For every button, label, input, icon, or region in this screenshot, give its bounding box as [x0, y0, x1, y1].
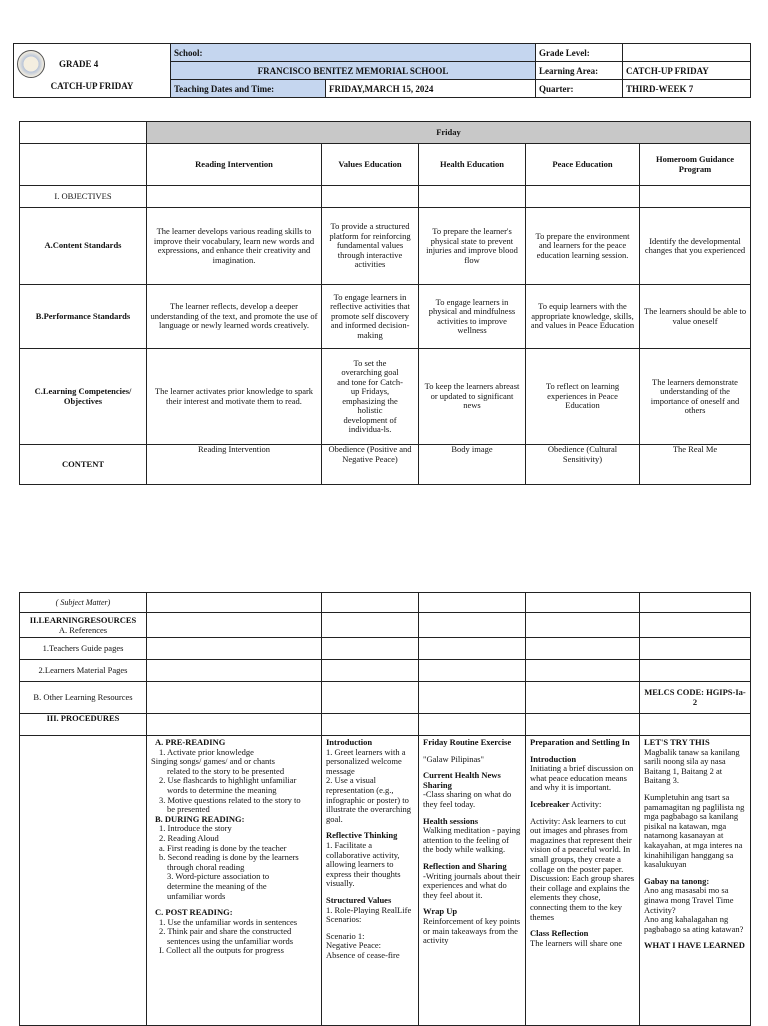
- quarter-value: THIRD-WEEK 7: [623, 80, 751, 98]
- proc-step: determine the meaning of the: [167, 880, 267, 891]
- proc-step: Activity: Ask learners to cut out images and phrases from magazines that represent their vision of a peaceful world. In small groups, they create a collage on the poster paper. Discussion: Each group shares their collage and explains the elements they chose, connecting them to the key themes: [530, 815, 635, 922]
- proc-step: 2. Use a visual representation (e.g., infographic or poster) to illustrate the overarching goal.: [326, 775, 411, 824]
- values-intro-title: Introduction: [326, 737, 373, 747]
- proc-step: 1. Role-Playing RealLife Scenarios:: [326, 904, 412, 925]
- empty-cell: [322, 714, 419, 736]
- proc-step: unfamiliar words: [167, 890, 226, 901]
- empty-cell: [526, 682, 640, 714]
- performance-standard-cell: To engage learners in physical and mindfulness activities to improve wellness: [419, 285, 526, 349]
- proc-step: 3. Word-picture association to: [167, 871, 270, 882]
- content-standard-cell: The learner develops various reading skills to improve their vocabulary, learn new words and expressions, and enhance their creativity and imagination.: [147, 208, 322, 285]
- health-sessions-title: Health sessions: [423, 815, 479, 826]
- wrap-up-title: Wrap Up: [423, 906, 458, 917]
- performance-standards-label: B.Performance Standards: [20, 285, 147, 349]
- empty-cell: [322, 660, 419, 682]
- proc-step: Absence of cease-fire: [326, 949, 400, 960]
- empty-cell: [640, 660, 751, 682]
- content-standard-cell: To prepare the learner's physical state to prevent injuries and improve blood flow: [419, 208, 526, 285]
- dates-value: FRIDAY,MARCH 15, 2024: [326, 80, 536, 98]
- empty-cell: [322, 186, 419, 208]
- gabay-title: Gabay na tanong:: [644, 875, 710, 886]
- health-procedures-cell: [419, 736, 526, 1026]
- proc-step: I. Collect all the outputs for progress: [159, 945, 284, 956]
- proc-step: Ano ang kahalagahan ng pagbabago sa ating katawan?: [644, 914, 744, 934]
- empty-cell: [20, 736, 147, 1026]
- school-name: FRANCISCO BENITEZ MEMORIAL SCHOOL: [171, 62, 536, 80]
- learning-resources-cell: [20, 613, 147, 638]
- empty-cell: [419, 714, 526, 736]
- empty-cell: [640, 593, 751, 613]
- empty-cell: [147, 714, 322, 736]
- grade-level-value: [623, 44, 751, 62]
- during-reading-title: B. DURING READING:: [155, 813, 245, 824]
- content-standards-label: A.Content Standards: [20, 208, 147, 285]
- lets-try-this-title: LET'S TRY THIS: [644, 737, 710, 747]
- school-label: School:: [171, 44, 536, 62]
- procedures-table: [19, 592, 751, 1026]
- peace-procedures-cell: [526, 736, 640, 1026]
- reflection-sharing-title: Reflection and Sharing: [423, 860, 507, 871]
- icebreaker-line: [530, 800, 635, 810]
- empty-cell: [147, 660, 322, 682]
- proc-step: related to the story to be presented: [167, 765, 285, 776]
- empty-cell: [526, 660, 640, 682]
- col-values-education: Values Education: [322, 144, 419, 186]
- empty-cell: [20, 122, 147, 144]
- empty-cell: [147, 186, 322, 208]
- competency-cell: To keep the learners abreast or updated to significant news: [419, 349, 526, 445]
- dates-label: Teaching Dates and Time:: [171, 80, 326, 98]
- proc-step: -Writing journals about their experiences and what do they feel about it.: [423, 870, 521, 900]
- col-health-education: Health Education: [419, 144, 526, 186]
- competency-cell: To set the overarching goal and tone for Catch-up Fridays, emphasizing the holistic development of individua-ls.: [322, 349, 419, 445]
- competencies-label: C.Learning Competencies/ Objectives: [20, 349, 147, 445]
- proc-step: 1. Use the unfamiliar words in sentences: [159, 916, 298, 927]
- content-cell: The Real Me: [640, 445, 751, 485]
- proc-step: Ano ang masasabi mo sa ginawa mong Travel Time Activity?: [644, 885, 734, 915]
- quarter-label: Quarter:: [536, 80, 623, 98]
- performance-standard-cell: The learners should be able to value oneself: [640, 285, 751, 349]
- content-cell: Obedience (Positive and Negative Peace): [322, 445, 419, 485]
- content-cell: Reading Intervention: [147, 445, 322, 485]
- icebreaker-suffix: Activity:: [569, 798, 602, 809]
- empty-cell: [20, 144, 147, 186]
- content-standard-cell: To provide a structured platform for reinforcing fundamental values through interactive activities: [322, 208, 419, 285]
- learning-area-value: CATCH-UP FRIDAY: [623, 62, 751, 80]
- empty-cell: [419, 613, 526, 638]
- empty-cell: [640, 613, 751, 638]
- empty-cell: [322, 638, 419, 660]
- content-standard-cell: Identify the developmental changes that you experienced: [640, 208, 751, 285]
- col-homeroom-guidance: Homeroom Guidance Program: [640, 144, 751, 186]
- competency-cell: To reflect on learning experiences in Peace Education: [526, 349, 640, 445]
- empty-cell: [147, 613, 322, 638]
- learning-resources-heading: II.LEARNINGRESOURCES: [29, 615, 137, 625]
- proc-step: b. Second reading is done by the learners: [159, 852, 299, 863]
- objectives-heading: I. OBJECTIVES: [20, 186, 147, 208]
- proc-step: a. First reading is done by the teacher: [159, 842, 287, 853]
- proc-step: Singing songs/ games/ and or chants: [151, 756, 275, 767]
- competency-cell: The learner activates prior knowledge to spark their interest and motivate them to read.: [147, 349, 322, 445]
- empty-cell: [640, 638, 751, 660]
- proc-step: The learners will share one: [530, 937, 623, 948]
- empty-cell: [419, 593, 526, 613]
- teachers-guide-label: 1.Teachers Guide pages: [20, 638, 147, 660]
- proc-step: 2. Use flashcards to highlight unfamiliar: [159, 775, 297, 786]
- reading-procedures-cell: [147, 736, 322, 1026]
- proc-step: Negative Peace:: [326, 940, 381, 951]
- objectives-table: [19, 121, 751, 485]
- reflective-thinking-title: Reflective Thinking: [326, 830, 398, 841]
- day-header: Friday: [147, 122, 751, 144]
- empty-cell: [419, 682, 526, 714]
- performance-standard-cell: To engage learners in reflective activities that promote self discovery and informed decision-making: [322, 285, 419, 349]
- proc-step: 2. Think pair and share the constructed: [159, 926, 292, 937]
- health-news-title: Current Health News Sharing: [423, 770, 501, 790]
- class-reflection-title: Class Reflection: [530, 928, 589, 939]
- preparation-title: Preparation and Settling In: [530, 737, 630, 747]
- friday-routine-title: Friday Routine Exercise: [423, 737, 512, 747]
- proc-step: Initiating a brief discussion on what peace education means and why it is important.: [530, 763, 634, 793]
- structured-values-title: Structured Values: [326, 894, 392, 905]
- proc-step: sentences using the unfamiliar words: [167, 935, 294, 946]
- what-i-have-learned-title: WHAT I HAVE LEARNED: [644, 940, 745, 951]
- proc-step: words to determine the meaning: [167, 784, 277, 795]
- proc-step: 3. Motive questions related to the story to: [159, 794, 301, 805]
- content-cell: Body image: [419, 445, 526, 485]
- learning-area-label: Learning Area:: [536, 62, 623, 80]
- learners-material-label: 2.Learners Material Pages: [20, 660, 147, 682]
- empty-cell: [147, 638, 322, 660]
- proc-step: 1. Introduce the story: [159, 823, 232, 834]
- empty-cell: [526, 613, 640, 638]
- col-reading-intervention: Reading Intervention: [147, 144, 322, 186]
- pre-reading-title: A. PRE-READING: [155, 737, 226, 747]
- peace-intro-title: Introduction: [530, 753, 577, 764]
- content-standard-cell: To prepare the environment and learners for the peace education learning session.: [526, 208, 640, 285]
- grade-level-label: Grade Level:: [536, 44, 623, 62]
- melcs-code: MELCS CODE: HGIPS-Ia-2: [640, 682, 751, 714]
- empty-cell: [419, 638, 526, 660]
- empty-cell: [322, 593, 419, 613]
- proc-step: 1. Activate prior knowledge: [159, 746, 254, 757]
- proc-step: through choral reading: [167, 861, 245, 872]
- post-reading-title: C. POST READING:: [155, 907, 233, 918]
- grade-cell: [14, 44, 171, 98]
- performance-standard-cell: To equip learners with the appropriate knowledge, skills, and values in Peace Education: [526, 285, 640, 349]
- empty-cell: [640, 186, 751, 208]
- content-cell: Obedience (Cultural Sensitivity): [526, 445, 640, 485]
- icebreaker-title: Icebreaker: [530, 798, 570, 809]
- empty-cell: [640, 714, 751, 736]
- competency-cell: The learners demonstrate understanding of the importance of oneself and others: [640, 349, 751, 445]
- empty-cell: [419, 660, 526, 682]
- deped-seal-icon: [17, 50, 45, 78]
- empty-cell: [147, 682, 322, 714]
- performance-standard-cell: The learner reflects, develop a deeper understanding of the text, and promote the use of language or newly learned words creatively.: [147, 285, 322, 349]
- proc-step: 2. Reading Aloud: [159, 832, 219, 843]
- col-peace-education: Peace Education: [526, 144, 640, 186]
- proc-step: -Class sharing on what do they feel today.: [423, 789, 512, 809]
- proc-step: 1. Greet learners with a personalized welcome message: [326, 746, 406, 776]
- proc-step: Reinforcement of key points or main takeaways from the activity: [423, 915, 521, 946]
- grade-label: GRADE 4: [59, 59, 99, 69]
- subject-matter-label: ( Subject Matter): [20, 593, 147, 613]
- proc-step: Magbalik tanaw sa kanilang sarili noong sila ay nasa Baitang 1, Baitang 2 at Baitang 3.: [644, 746, 740, 786]
- empty-cell: [147, 593, 322, 613]
- homeroom-procedures-cell: [640, 736, 751, 1026]
- procedures-heading: III. PROCEDURES: [20, 714, 147, 736]
- proc-step: 1. Facilitate a collaborative activity, allowing learners to express their thoughts visually.: [326, 839, 401, 889]
- empty-cell: [526, 638, 640, 660]
- empty-cell: [322, 682, 419, 714]
- references-label: A. References: [58, 625, 108, 635]
- empty-cell: [526, 593, 640, 613]
- catch-up-friday-label: CATCH-UP FRIDAY: [50, 81, 134, 91]
- proc-step: Scenario 1:: [326, 930, 365, 941]
- header-table: [13, 43, 751, 98]
- galaw-pilipinas: "Galaw Pilipinas": [423, 753, 485, 764]
- proc-step: be presented: [167, 804, 210, 815]
- empty-cell: [526, 186, 640, 208]
- proc-step: Walking meditation - paying attention to the feeling of the body while walking.: [423, 825, 521, 855]
- content-label: CONTENT: [20, 445, 147, 485]
- empty-cell: [322, 613, 419, 638]
- other-resources-label: B. Other Learning Resources: [20, 682, 147, 714]
- values-procedures-cell: [322, 736, 419, 1026]
- proc-step: Kumpletuhin ang tsart sa pamamagitan ng paglilista ng mga pagbabago sa kanilang pisikal na katawan, mga natamong kasanayan at kakayahan, at mga interes na kinahihiligan hanggang sa kasalukuyan: [644, 791, 745, 870]
- empty-cell: [526, 714, 640, 736]
- empty-cell: [419, 186, 526, 208]
